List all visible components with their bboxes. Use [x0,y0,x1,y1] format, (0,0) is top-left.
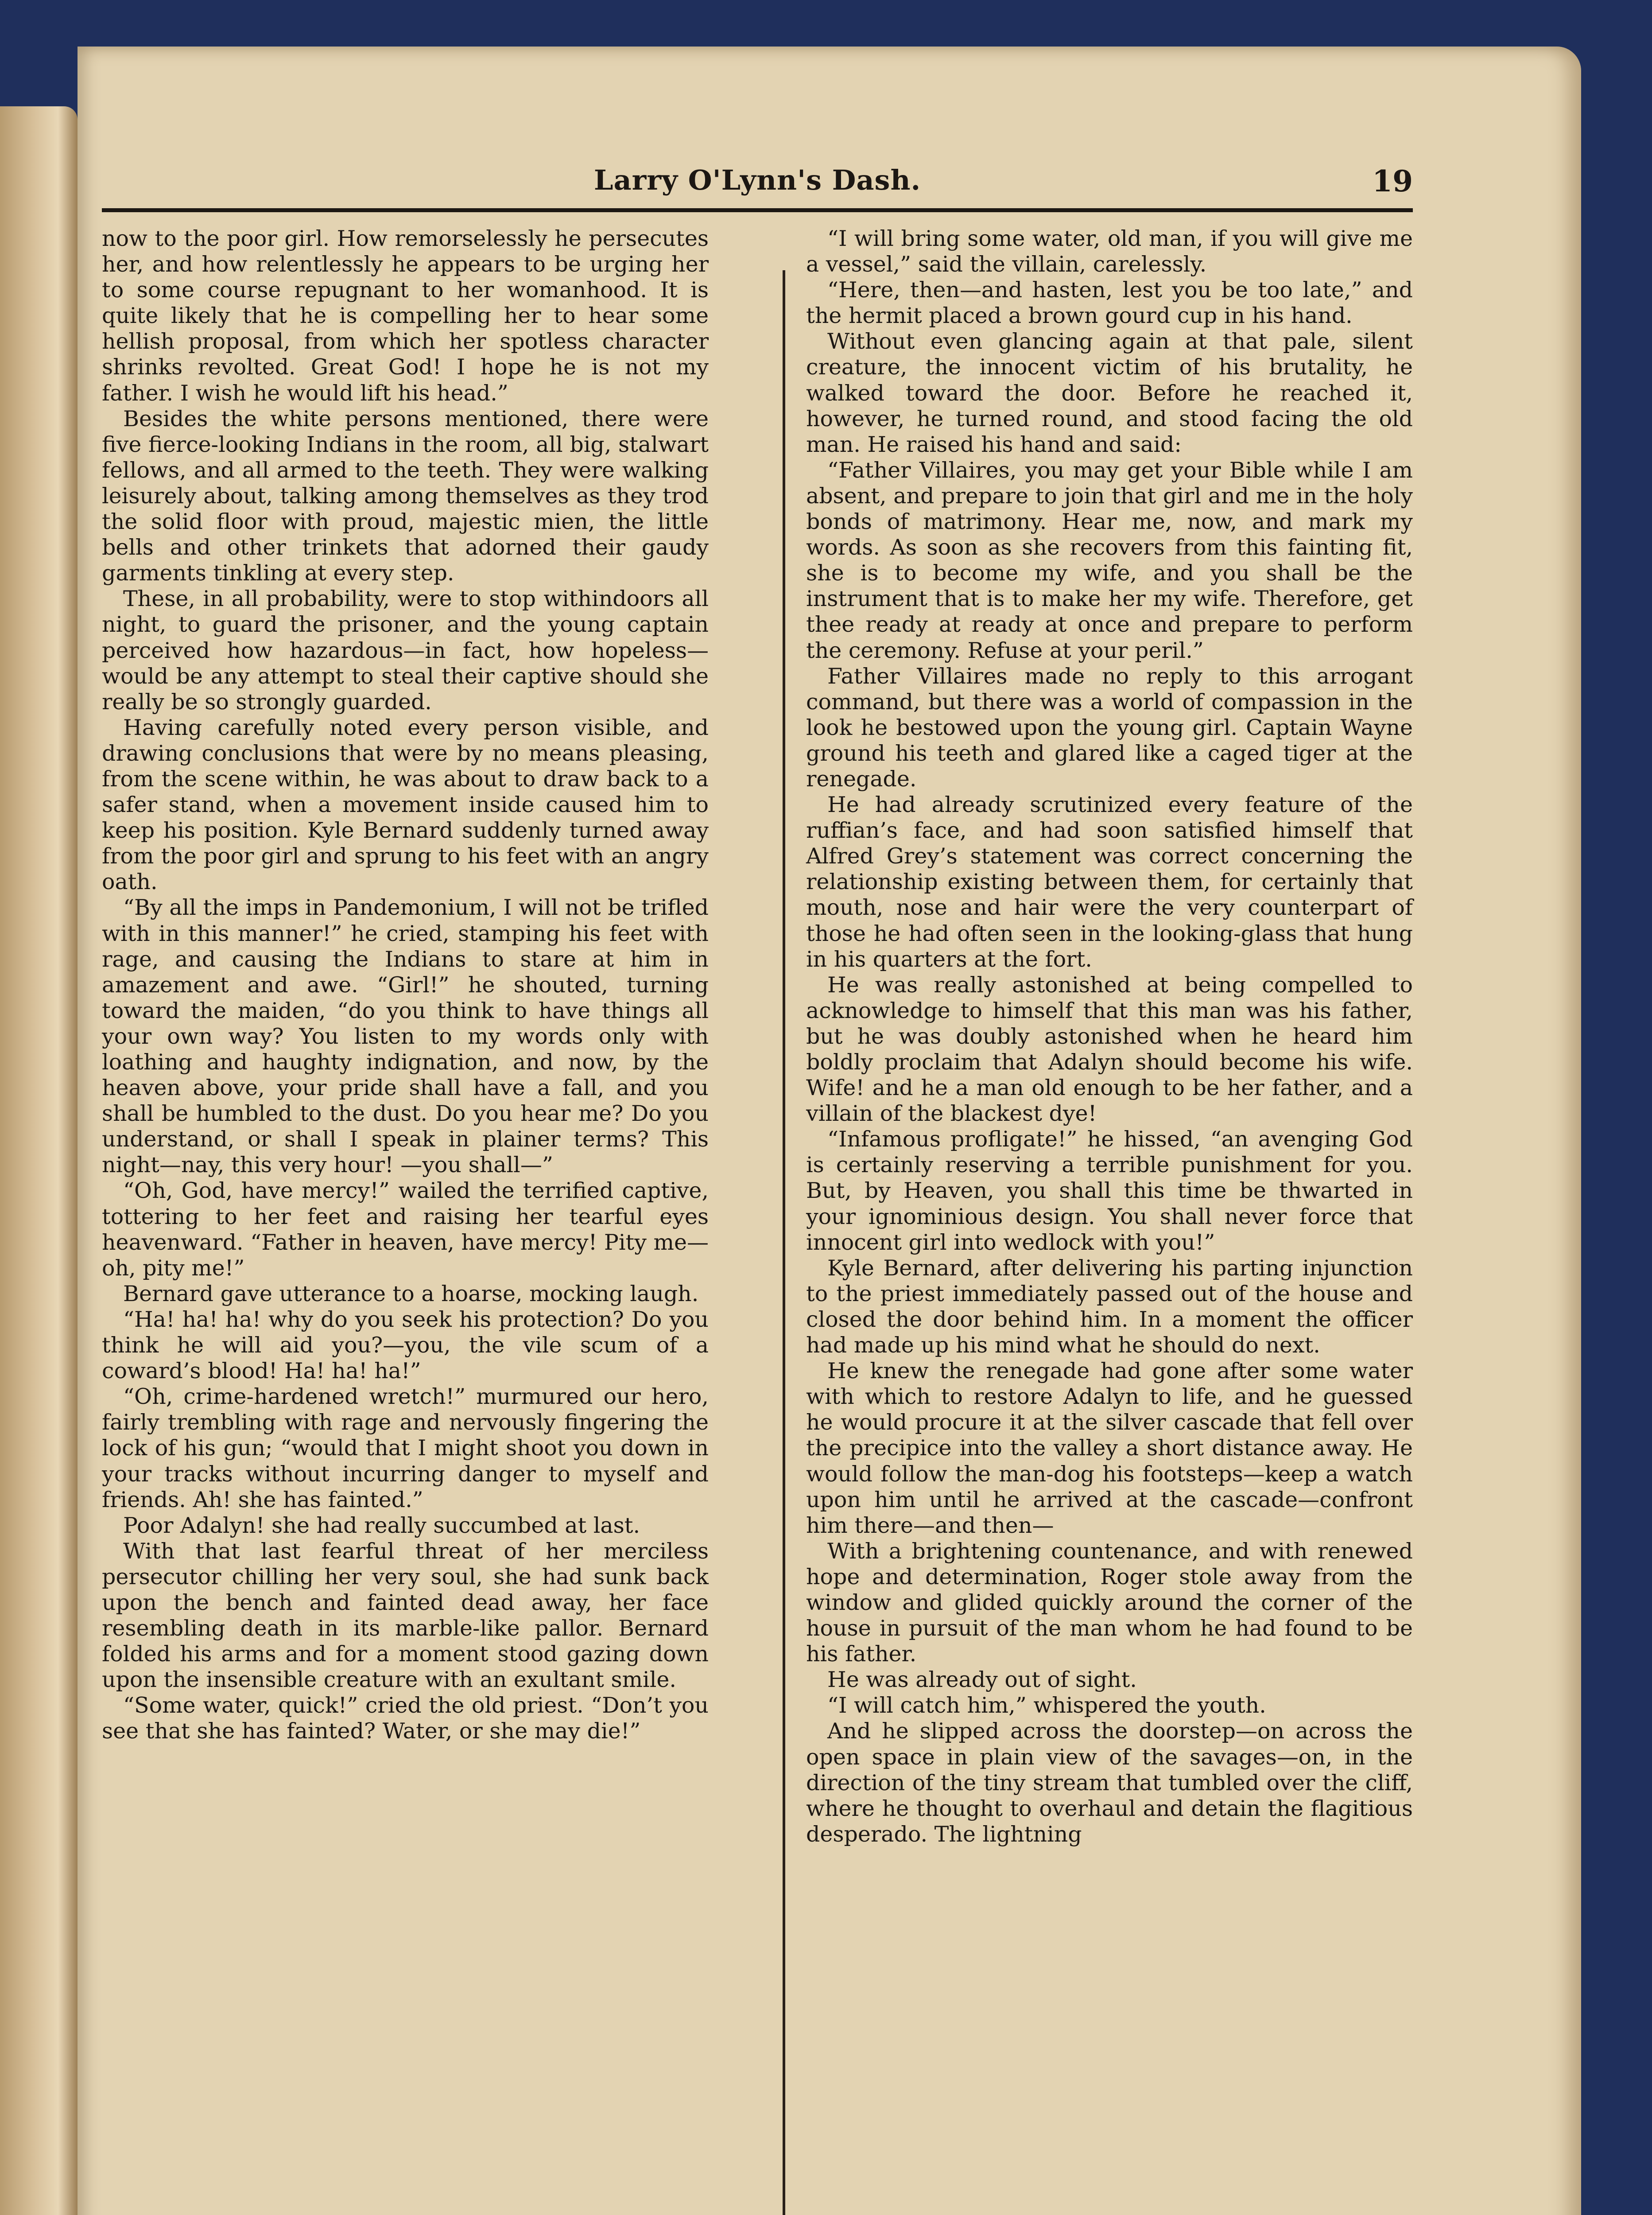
paragraph: He had already scrutinized every feature of the ruffian’s face, and had soon satisfied himself that Alfred Grey’s statement was correct concerning the relationship existing between them, for certainly that mouth, nose and hair were the very counterpart of those he had often seen in the looking-glass that hung in his quarters at the fort. [806,792,1413,972]
running-header [102,164,1413,222]
paragraph: He was really astonished at being compelled to acknowledge to himself that this man was his father, but he was doubly astonished when he heard him boldly proclaim that Adalyn should become his wife. Wife! and he a man old enough to be her father, and a villain of the blackest dye! [806,972,1413,1127]
paragraph: With a brightening countenance, and with renewed hope and determination, Roger stole away from the window and glided quickly around the corner of the house in pursuit of the man whom he had found to be his father. [806,1538,1413,1667]
paragraph: “Infamous profligate!” he hissed, “an avenging God is certainly reserving a terrible punishment for you. But, by Heaven, you shall this time be thwarted in your ignominious design. You shall never force that innocent girl into wedlock with you!” [806,1127,1413,1255]
paragraph: “Some water, quick!” cried the old priest. “Don’t you see that she has fainted? Water, or she may die!” [102,1693,709,1744]
left-column [102,226,709,1745]
paragraph: Without even glancing again at that pale, silent creature, the innocent victim of his brutality, he walked toward the door. Before he reached it, however, he turned round, and stood facing the old man. He raised his hand and said: [806,329,1413,457]
paragraph: now to the poor girl. How remorselessly he persecutes her, and how relentlessly he appears to be urging her to some course repugnant to her womanhood. It is quite likely that he is compelling her to hear some hellish proposal, from which her spotless character shrinks revolted. Great God! I hope he is not my father. I wish he would lift his head.” [102,226,709,406]
paragraph: Poor Adalyn! she had really succumbed at last. [123,1512,640,1538]
page-number: 19 [1372,164,1413,198]
header-rule [102,208,1413,212]
paragraph: “Father Villaires, you may get your Bible while I am absent, and prepare to join that girl and me in the holy bonds of matrimony. Hear me, now, and mark my words. As soon as she recovers from this fainting fit, she is to become my wife, and you shall be the instrument that is to make her my wife. Therefore, get thee ready at ready at once and prepare to perform the ceremony. Refuse at your peril.” [806,457,1413,663]
paragraph: He was already out of sight. [827,1667,1137,1693]
paragraph: And he slipped across the doorstep—on across the open space in plain view of the savages—on, in the direction of the tiny stream that tumbled over the cliff, where he thought to overhaul and detain the flagitious desperado. The lightning [806,1718,1413,1847]
right-column [806,226,1413,1847]
paragraph: “Ha! ha! ha! why do you seek his protection? Do you think he will aid you?—you, the vile scum of a coward’s blood! Ha! ha! ha!” [102,1306,709,1384]
column-divider [783,270,785,2215]
paragraph: “I will catch him,” whispered the youth. [827,1693,1266,1718]
paragraph: “Oh, crime-hardened wretch!” murmured our hero, fairly trembling with rage and nervously fingering the lock of his gun; “would that I might shoot you down in your tracks without incurring danger to myself and friends. Ah! she has fainted.” [102,1384,709,1512]
paragraph: “Here, then—and hasten, lest you be too late,” and the hermit placed a brown gourd cup in his hand. [806,277,1413,329]
paragraph: Having carefully noted every person visible, and drawing conclusions that were by no means pleasing, from the scene within, he was about to draw back to a safer stand, when a movement inside caused him to keep his position. Kyle Bernard suddenly turned away from the poor girl and sprung to his feet with an angry oath. [102,715,709,895]
paragraph: Father Villaires made no reply to this arrogant command, but there was a world of compassion in the look he bestowed upon the young girl. Captain Wayne ground his teeth and glared like a caged tiger at the renegade. [806,663,1413,792]
paragraph: “Oh, God, have mercy!” wailed the terrified captive, tottering to her feet and raising her tearful eyes heavenward. “Father in heaven, have mercy! Pity me—oh, pity me!” [102,1178,709,1281]
paragraph: “I will bring some water, old man, if you will give me a vessel,” said the villain, carelessly. [806,226,1413,277]
left-page-edge [0,106,78,2215]
paragraph: He knew the renegade had gone after some water with which to restore Adalyn to life, and he guessed he would procure it at the silver cascade that fell over the precipice into the valley a short distance away. He would follow the man-dog his footsteps—keep a watch upon him until he arrived at the cascade—confront him there—and then— [806,1358,1413,1538]
running-title: Larry O'Lynn's Dash. [593,164,921,196]
paragraph: These, in all probability, were to stop withindoors all night, to guard the prisoner, and the young captain perceived how hazardous—in fact, how hopeless—would be any attempt to steal their captive should she really be so strongly guarded. [102,586,709,715]
paragraph: With that last fearful threat of her merciless persecutor chilling her very soul, she had sunk back upon the bench and fainted dead away, her face resembling death in its marble-like pallor. Bernard folded his arms and for a moment stood gazing down upon the insensible creature with an exultant smile. [102,1538,709,1693]
paragraph: Bernard gave utterance to a hoarse, mocking laugh. [123,1281,699,1306]
paragraph: Besides the white persons mentioned, there were five fierce-looking Indians in the room, all big, stalwart fellows, and all armed to the teeth. They were walking leisurely about, talking among themselves as they trod the solid floor with proud, majestic mien, the little bells and other trinkets that adorned their gaudy garments tinkling at every step. [102,406,709,586]
paragraph: Kyle Bernard, after delivering his parting injunction to the priest immediately passed out of the house and closed the door behind him. In a moment the officer had made up his mind what he should do next. [806,1255,1413,1358]
paragraph: “By all the imps in Pandemonium, I will not be trifled with in this manner!” he cried, stamping his feet with rage, and causing the Indians to stare at him in amazement and awe. “Girl!” he shouted, turning toward the maiden, “do you think to have things all your own way? You listen to my words only with loathing and haughty indignation, and now, by the heaven above, your pride shall have a fall, and you shall be humbled to the dust. Do you hear me? Do you understand, or shall I speak in plainer terms? This night—nay, this very hour! —you shall—” [102,895,709,1178]
